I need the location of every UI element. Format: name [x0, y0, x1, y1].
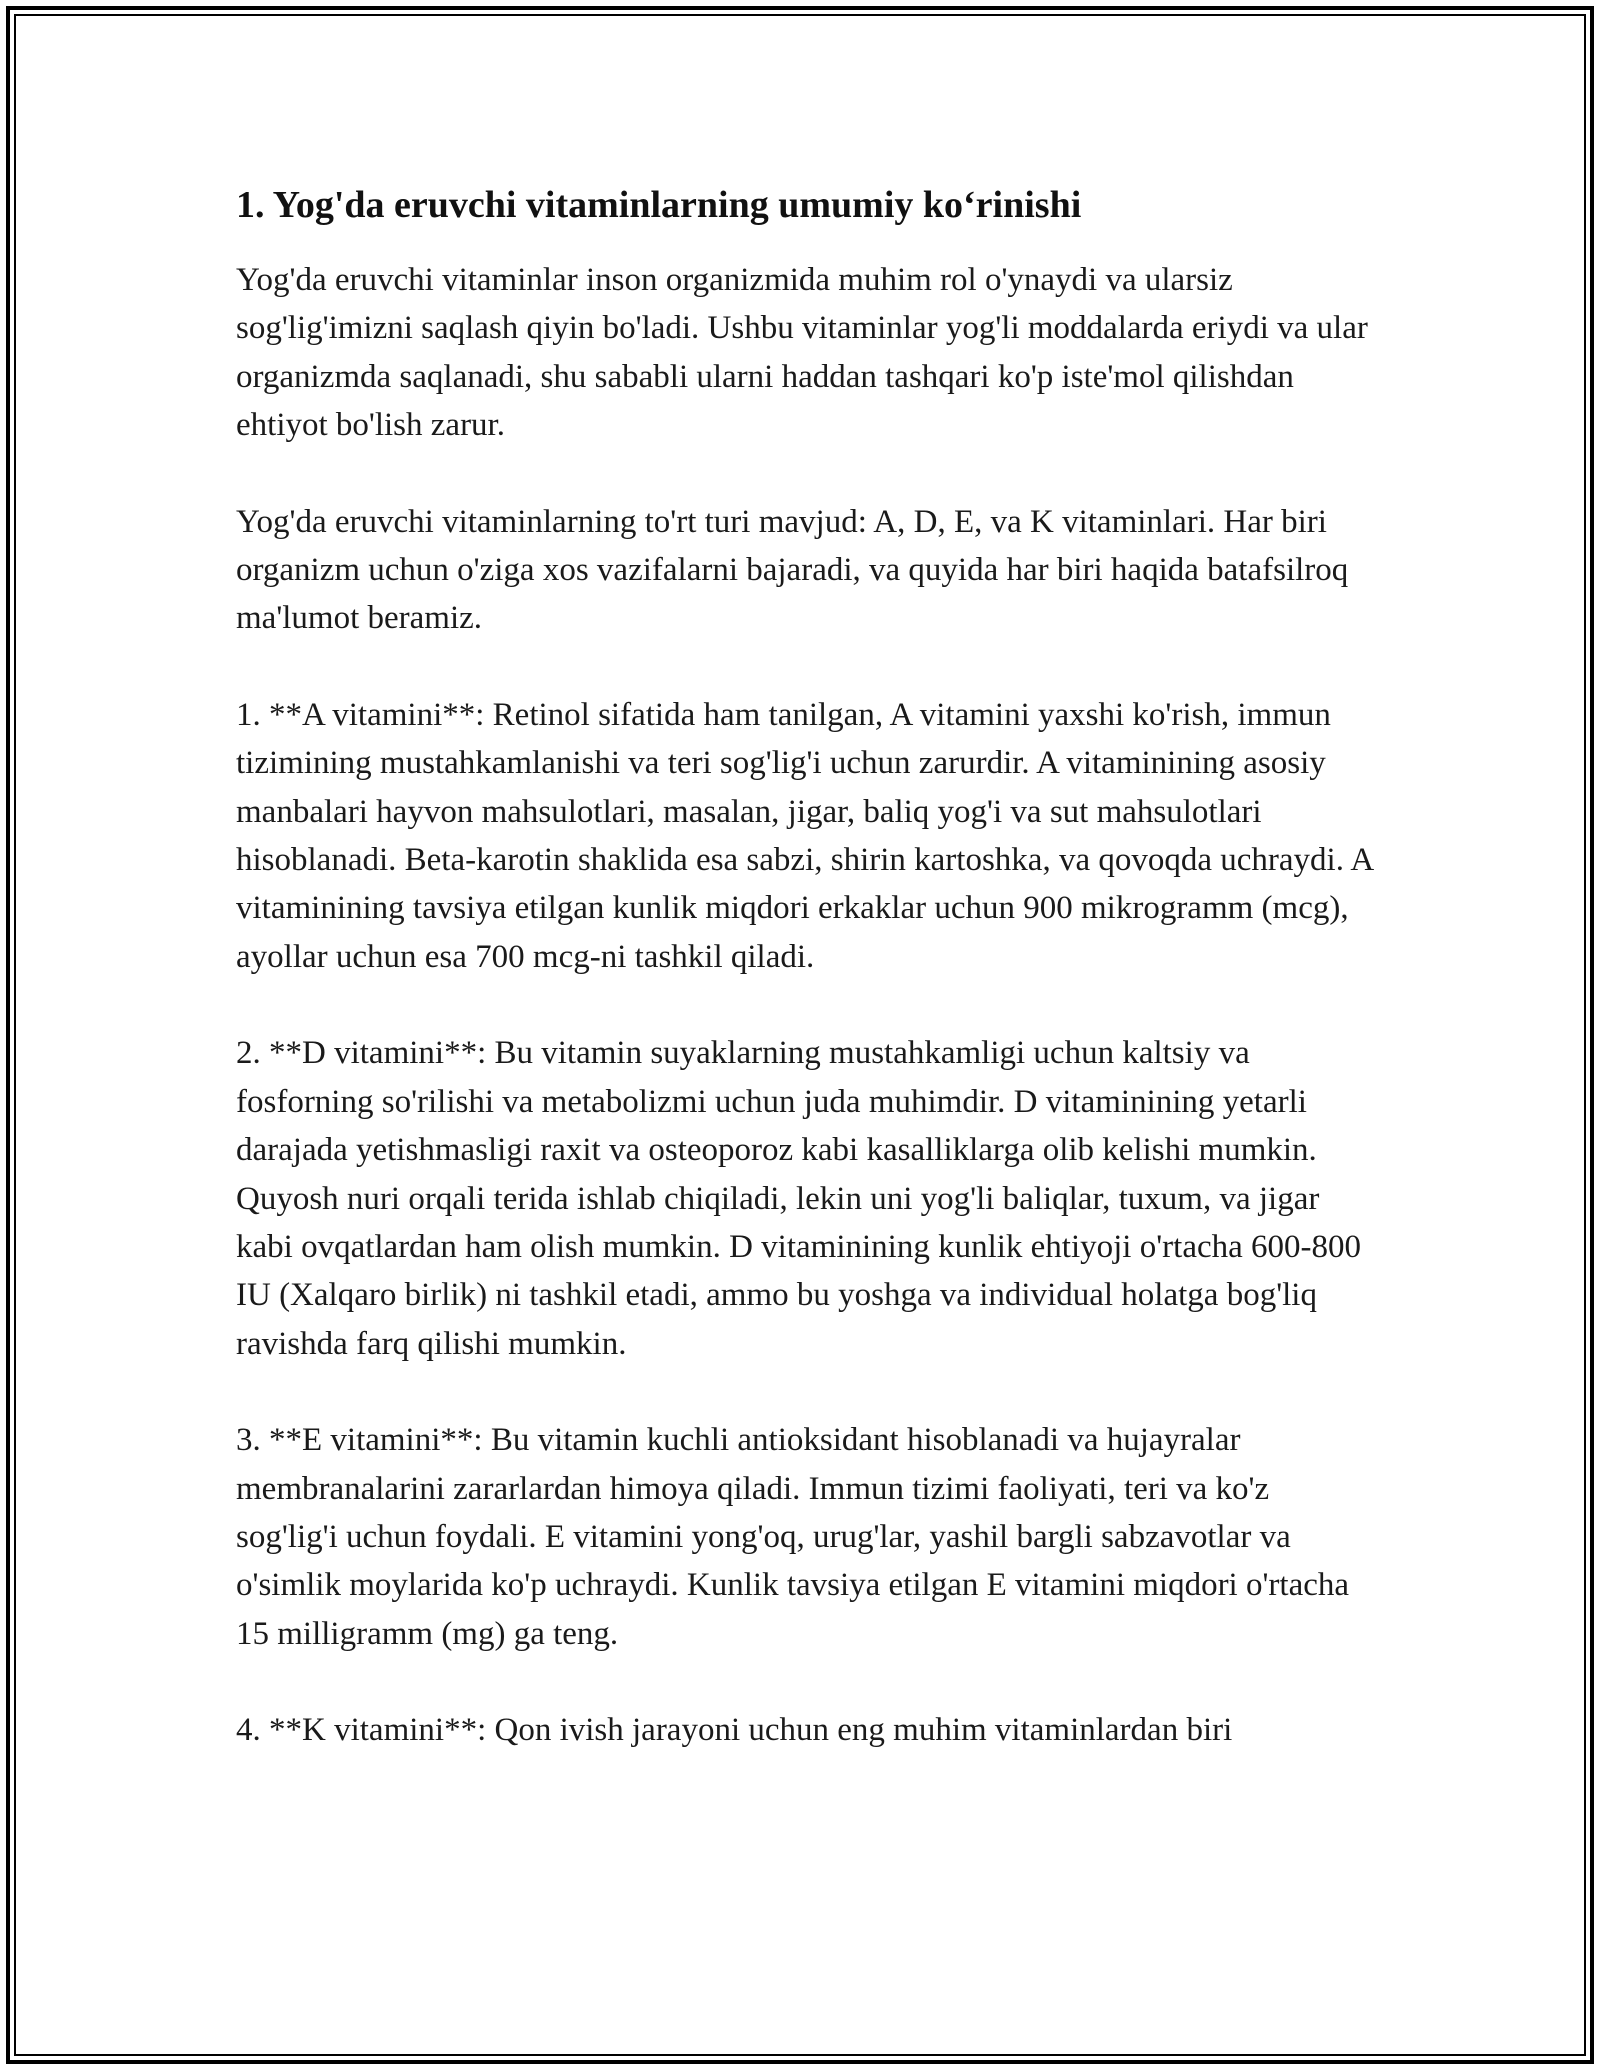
paragraph-vitamin-e: 3. **E vitamini**: Bu vitamin kuchli antioksidant hisoblanadi va hujayralar membranalarini zararlardan himoya qiladi. Immun tizimi faoliyati, teri va ko'z sog'lig'i uchun foydali. E vitamini yong'oq, urug'lar, yashil bargli sabzavotlar va o'simlik moylarida ko'p uchraydi. Kunlik tavsiya etilgan E vitamini miqdori o'rtacha 15 milligramm (mg) ga teng.	[236, 1422, 1350, 1652]
paragraph-vitamin-a: 1. **A vitamini**: Retinol sifatida ham tanilgan, A vitamini yaxshi ko'rish, immun tizimining mustahkamlanishi va teri sog'lig'i uchun zarurdir. A vitaminining asosiy manbalari hayvon mahsulotlari, masalan, jigar, baliq yog'i va sut mahsulotlari hisoblanadi. Beta-karotin shaklida esa sabzi, shirin kartoshka, va qovoqda uchraydi. A vitaminining tavsiya etilgan kunlik miqdori erkaklar uchun 900 mikrogramm (mcg), ayollar uchun esa 700 mcg-ni tashkil qiladi.	[236, 696, 1373, 975]
paragraph-vitamin-d: 2. **D vitamini**: Bu vitamin suyaklarning mustahkamligi uchun kaltsiy va fosforning so'rilishi va metabolizmi uchun juda muhimdir. D vitaminining yetarli darajada yetishmasligi raxit va osteoporoz kabi kasalliklarga olib kelishi mumkin. Quyosh nuri orqali terida ishlab chiqiladi, lekin uni yog'li baliqlar, tuxum, va jigar kabi ovqatlardan ham olish mumkin. D vitaminining kunlik ehtiyoji o'rtacha 600-800 IU (Xalqaro birlik) ni tashkil etadi, ammo bu yoshga va individual holatga bog'liq ravishda farq qilishi mumkin.	[236, 1035, 1362, 1362]
document-title: 1. Yog'da eruvchi vitaminlarning umumiy ko‘rinishi	[236, 184, 1082, 226]
paragraph-intro: Yog'da eruvchi vitaminlar inson organizmida muhim rol o'ynaydi va ularsiz sog'lig'imizni saqlash qiyin bo'ladi. Ushbu vitaminlar yog'li moddalarda eriydi va ular organizmda saqlanadi, shu sababli ularni haddan tashqari ko'p iste'mol qilishdan ehtiyot bo'lish zarur.	[236, 262, 1368, 444]
document-page	[236, 178, 1376, 1803]
paragraph-vitamin-types: Yog'da eruvchi vitaminlarning to'rt turi mavjud: A, D, E, va K vitaminlari. Har biri organizm uchun o'ziga xos vazifalarni bajaradi, va quyida har biri haqida batafsilroq ma'lumot beramiz.	[236, 503, 1349, 637]
paragraph-vitamin-k: 4. **K vitamini**: Qon ivish jarayoni uchun eng muhim vitaminlardan biri	[236, 1712, 1233, 1749]
